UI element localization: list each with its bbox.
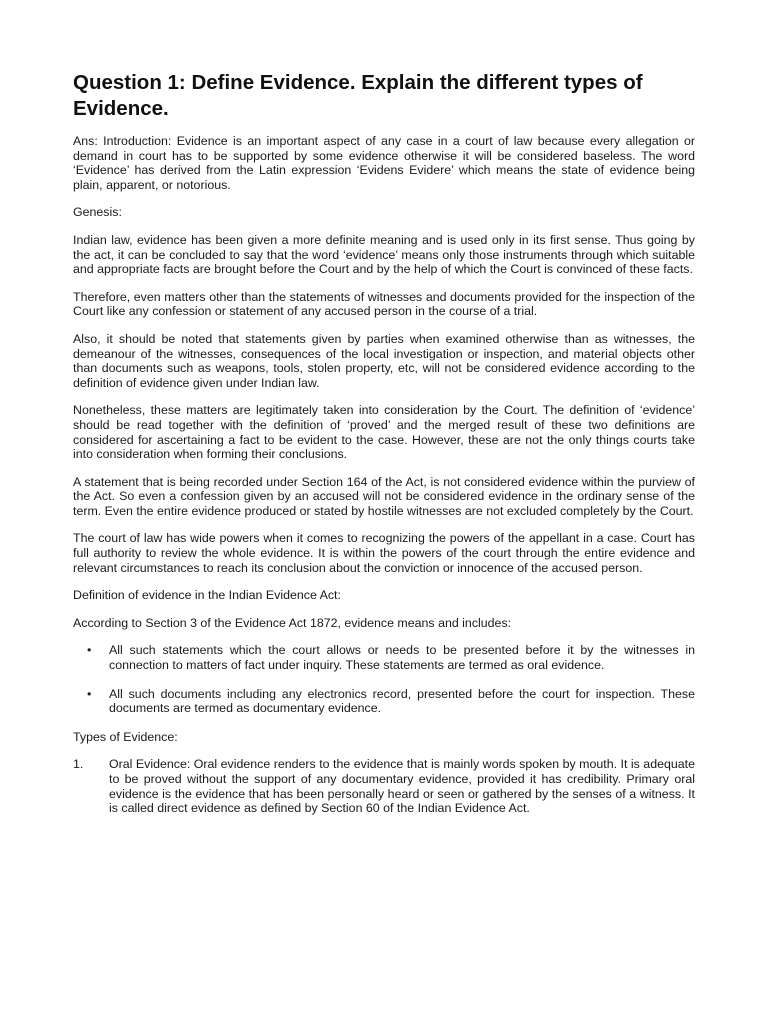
list-item [73, 643, 695, 672]
types-heading: Types of Evidence: [73, 729, 178, 744]
definition-heading: Definition of evidence in the Indian Evidence Act: [73, 588, 341, 603]
intro-paragraph: Ans: Introduction: Evidence is an important aspect of any case in a court of law because every allegation or demand in court has to be supported by some evidence otherwise it will be considered baseless. The word ‘Evidence’ has derived from the Latin expression ‘Evidens Evidere’ which means the state of evidence being plain, apparent, or notorious. [73, 134, 695, 192]
paragraph-therefore: Therefore, even matters other than the statements of witnesses and documents provided for the inspection of the Court like any confession or statement of any accused person in the course of a trial. [73, 289, 695, 319]
list-item-text: Oral Evidence: Oral evidence renders to the evidence that is mainly words spoken by mouth. It is adequate to be proved without the support of any documentary evidence, provided it has credibility. Primary oral evidence is the evidence that has been personally heard or seen or gathered by the senses of a witness. It is called direct evidence as defined by Section 60 of the Indian Evidence Act. [109, 757, 695, 816]
list-number: 1. [73, 757, 84, 772]
paragraph-indian-law: Indian law, evidence has been given a more definite meaning and is used only in its first sense. Thus going by the act, it can be concluded to say that the word ‘evidence’ means only those instruments through which suitable and appropriate facts are brought before the Court and by the help of which the Court is convinced of these facts. [73, 232, 695, 277]
list-item [73, 757, 695, 815]
paragraph-court-powers: The court of law has wide powers when it comes to recognizing the powers of the appellant in a case. Court has full authority to review the whole evidence. It is within the powers of the court through the entire evidence and relevant circumstances to reach its conclusion about the conviction or innocence of the accused person. [73, 531, 695, 575]
types-list [73, 757, 695, 815]
list-item-text: All such statements which the court allows or needs to be presented before it by the witnesses in connection to matters of fact under inquiry. These statements are termed as oral evidence. [109, 643, 695, 673]
list-item [73, 687, 695, 716]
section-3-intro: According to Section 3 of the Evidence Act 1872, evidence means and includes: [73, 615, 512, 630]
genesis-heading: Genesis: [73, 205, 122, 220]
bullet-marker: • [87, 643, 92, 658]
list-item-text: All such documents including any electronics record, presented before the court for inspection. These documents are termed as documentary evidence. [109, 686, 695, 716]
paragraph-also: Also, it should be noted that statements given by parties when examined otherwise than as witnesses, the demeanour of the witnesses, consequences of the local investigation or inspection, and material objects other than documents such as weapons, tools, stolen property, etc, will not be considered evidence according to the definition of evidence given under Indian law. [73, 331, 695, 390]
paragraph-section-164: A statement that is being recorded under Section 164 of the Act, is not considered evidence within the purview of the Act. So even a confession given by an accused will not be considered evidence in the ordinary sense of the term. Even the entire evidence produced or stated by hostile witnesses are not excluded completely by the Court. [73, 474, 695, 518]
bullet-marker: • [87, 686, 92, 701]
definition-bullet-list [73, 643, 695, 715]
question-title: Question 1: Define Evidence. Explain the different types of Evidence. [73, 71, 643, 120]
paragraph-nonetheless: Nonetheless, these matters are legitimately taken into consideration by the Court. The definition of ‘evidence’ should be read together with the definition of ‘proved’ and the merged result of these two definitions are considered for ascertaining a fact to be evident to the case. However, these are not the only things courts take into consideration when forming their conclusions. [73, 403, 695, 462]
